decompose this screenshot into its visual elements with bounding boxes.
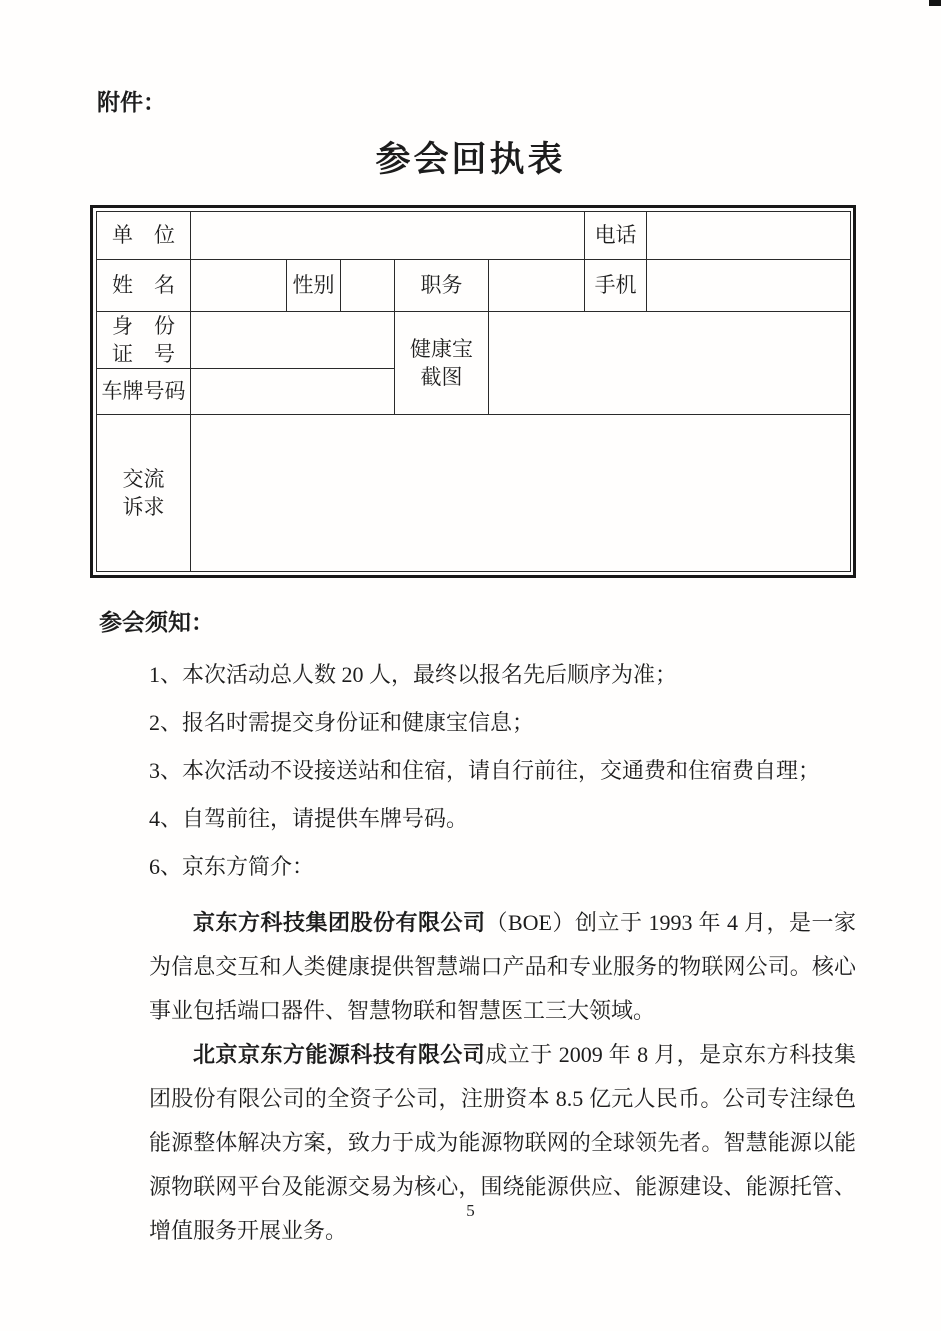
intro-paragraph-boe-text: （BOE）创立于 1993 年 4 月，是一家为信息交互和人类健康提供智慧端口产品和专业服务的物联网公司。核心事业包括端口器件、智慧物联和智慧医工三大领域。	[149, 910, 856, 1023]
company-name-energy: 北京京东方能源科技有限公司	[193, 1042, 486, 1067]
health-screenshot-value-cell	[489, 312, 851, 415]
table-row	[97, 260, 851, 312]
position-label-cell: 职务	[395, 260, 489, 312]
position-value-cell	[489, 260, 585, 312]
table-row	[97, 212, 851, 260]
phone-value-cell	[647, 212, 851, 260]
unit-label-cell: 单 位	[97, 212, 191, 260]
mobile-label-cell: 手机	[585, 260, 647, 312]
notes-item-4: 4、自驾前往，请提供车牌号码。	[149, 806, 469, 831]
health-label-line1: 健康宝	[410, 337, 473, 361]
name-value-cell	[191, 260, 287, 312]
id-number-label-line1: 身 份	[112, 314, 175, 338]
mobile-value-cell	[647, 260, 851, 312]
intro-paragraph-energy-text: 成立于 2009 年 8 月，是京东方科技集团股份有限公司的全资子公司，注册资本 8.5 亿元人民币。公司专注绿色能源整体解决方案，致力于成为能源物联网的全球领先者。智慧能源以能源物联网平台及能源交易为核心，围绕能源供应、能源建设、能源托管、增值服务开展业务。	[149, 1042, 856, 1243]
page-number: 5	[466, 1201, 475, 1220]
requests-value-cell	[191, 415, 851, 572]
table-row	[97, 415, 851, 572]
health-label-line2: 截图	[420, 365, 463, 389]
table-row	[97, 312, 851, 369]
notes-item-2: 2、报名时需提交身份证和健康宝信息；	[149, 710, 535, 735]
notes-item-3: 3、本次活动不设接送站和住宿，请自行前往，交通费和住宿费自理；	[149, 758, 821, 783]
reply-form-table	[96, 211, 851, 572]
notes-heading: 参会须知：	[99, 609, 214, 635]
notes-item-1: 1、本次活动总人数 20 人，最终以报名先后顺序为准；	[149, 662, 678, 687]
id-number-label-cell	[97, 312, 191, 369]
company-name-boe: 京东方科技集团股份有限公司	[193, 910, 486, 935]
notes-list	[149, 661, 941, 880]
unit-value-cell	[191, 212, 585, 260]
notes-item-6: 6、京东方简介：	[149, 854, 315, 879]
health-screenshot-label-cell	[395, 312, 489, 415]
requests-label-line2: 诉求	[122, 495, 165, 519]
intro-paragraph-boe	[149, 901, 856, 1033]
scan-artifact-mark	[929, 0, 941, 6]
requests-label-cell	[97, 415, 191, 572]
gender-value-cell	[341, 260, 395, 312]
plate-label-cell: 车牌号码	[97, 369, 191, 415]
phone-label-cell: 电话	[585, 212, 647, 260]
plate-value-cell	[191, 369, 395, 415]
reply-form-table-border	[90, 205, 856, 578]
page-title: 参会回执表	[375, 140, 566, 179]
gender-label-cell: 性别	[287, 260, 341, 312]
id-number-label-line2: 证 号	[112, 342, 175, 366]
requests-label-line1: 交流	[122, 467, 165, 491]
attachment-label: 附件：	[97, 89, 166, 115]
id-number-value-cell	[191, 312, 395, 369]
name-label-cell: 姓 名	[97, 260, 191, 312]
